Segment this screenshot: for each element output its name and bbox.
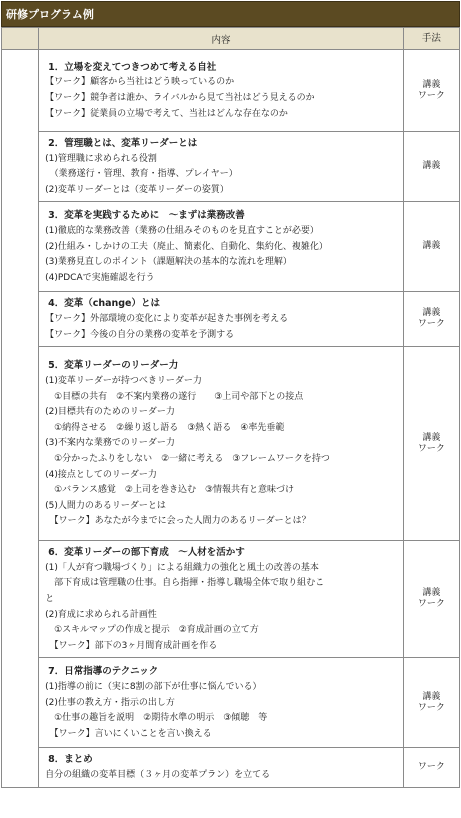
table-row — [2, 292, 460, 347]
section-line: ①納得させる ②繰り返し語る ③熱く語る ④率先垂範 — [45, 422, 285, 433]
content-cell — [39, 50, 404, 132]
section-line: ①仕事の趣旨を説明 ②期待水準の明示 ③傾聴 等 — [45, 713, 268, 724]
section-line: (4)接点としてのリーダー力 — [45, 469, 157, 480]
section-line: （業務遂行・管理、教育・指導、プレイヤー） — [45, 169, 238, 180]
section-heading: 4．変革（change）とは — [48, 298, 161, 310]
section-line: (4)PDCAで実施確認を行う — [45, 272, 155, 283]
method-cell — [403, 347, 459, 541]
method-label: ワーク — [417, 443, 445, 454]
section-line: 【ワーク】部下の3ヶ月間育成計画を作る — [45, 640, 218, 651]
content-cell — [39, 292, 404, 347]
content-cell — [39, 658, 404, 748]
section-line: ①スキルマップの作成と提示 ②育成計画の立て方 — [45, 625, 259, 636]
header-method: 手法 — [403, 28, 459, 50]
section-heading: 5．変革リーダーのリーダー力 — [48, 360, 179, 372]
program-page — [1, 1, 460, 788]
method-label: 講義 — [422, 691, 441, 702]
method-label: 講義 — [422, 241, 441, 252]
method-label: 講義 — [422, 588, 441, 599]
method-label: 講義 — [422, 79, 441, 90]
program-table — [1, 27, 460, 788]
content-cell — [39, 202, 404, 292]
section-heading: 6．変革リーダーの部下育成 ～人材を活かす — [48, 547, 245, 559]
content-cell — [39, 347, 404, 541]
left-margin-cell — [2, 50, 39, 788]
method-cell — [403, 748, 459, 787]
section-line: (2)目標共有のためのリーダー力 — [45, 407, 175, 418]
section-line: (1)「人が育つ職場づくり」による組織力の強化と風土の改善の基本 — [45, 562, 319, 573]
section-line: 自分の組織の変革目標（３ヶ月の変革プラン）を立てる — [45, 769, 271, 780]
section-line: (2)仕事の教え方・指示の出し方 — [45, 697, 175, 708]
header-blank-cell — [2, 28, 39, 50]
section-line: (2)仕組み・しかけの工夫（廃止、簡素化、自動化、集約化、複雑化） — [45, 241, 328, 252]
section-line: ①バランス感覚 ②上司を巻き込む ③情報共有と意味づけ — [45, 485, 295, 496]
section-line: (3)業務見直しのポイント（課題解決の基本的な流れを理解） — [45, 257, 292, 268]
method-label: ワーク — [417, 599, 445, 610]
method-cell — [403, 292, 459, 347]
section-line: 【ワーク】あなたが今までに会った人間力のあるリーダーとは？ — [45, 516, 311, 527]
section-heading: 3．変革を実践するために ～まずは業務改善 — [48, 210, 245, 222]
section-heading: 8．まとめ — [48, 754, 93, 766]
page-title: 研修プログラム例 — [1, 1, 460, 27]
method-label: ワーク — [417, 761, 445, 772]
section-heading: 2．管理職とは、変革リーダーとは — [48, 138, 198, 149]
header-content: 内容 — [39, 28, 404, 50]
method-label: ワーク — [417, 319, 445, 330]
section-line: と — [45, 593, 55, 604]
table-row — [2, 347, 460, 541]
method-cell — [403, 202, 459, 292]
section-line: (2)育成に求められる計画性 — [45, 609, 157, 620]
table-row — [2, 748, 460, 787]
section-line: 【ワーク】競争者は誰か、ライバルから見て当社はどう見えるのか — [45, 93, 315, 103]
section-line: 部下育成は管理職の仕事。自ら指揮・指導し職場全体で取り組むこ — [45, 578, 325, 589]
content-cell — [39, 541, 404, 658]
table-row — [2, 202, 460, 292]
section-heading: 7．日常指導のテクニック — [48, 666, 159, 678]
table-body — [2, 50, 460, 788]
table-row — [2, 658, 460, 748]
section-line: 【ワーク】今後の自分の業務の変革を予測する — [45, 329, 235, 340]
method-cell — [403, 541, 459, 658]
section-line: 【ワーク】言いにくいことを言い換える — [45, 728, 212, 739]
content-cell — [39, 748, 404, 787]
section-line: ①分かったふりをしない ②一緒に考える ③フレームワークを持つ — [45, 453, 330, 464]
section-line: 【ワーク】外部環境の変化により変革が起きた事例を考える — [45, 313, 289, 324]
method-label: 講義 — [422, 161, 441, 172]
method-cell — [403, 658, 459, 748]
section-line: (1)徹底的な業務改善（業務の仕組みそのものを見直すことが必要） — [45, 225, 319, 236]
section-line: (1)変革リーダーが持つべきリーダー力 — [45, 375, 202, 386]
method-cell — [403, 132, 459, 202]
table-row — [2, 541, 460, 658]
section-line: (1)指導の前に（実に8割の部下が仕事に悩んでいる） — [45, 681, 262, 692]
table-row — [2, 132, 460, 202]
section-line: (1)管理職に求められる役割 — [45, 153, 157, 164]
section-line: (2)変革リーダーとは（変革リーダーの姿質） — [45, 184, 229, 195]
section-line: ①目標の共有 ②不案内業務の遂行 ③上司や部下との接点 — [45, 391, 304, 402]
section-line: (3)不案内な業務でのリーダー力 — [45, 438, 175, 449]
section-line: 【ワーク】従業員の立場で考えて、当社はどんな存在なのか — [45, 108, 288, 119]
table-header-row — [2, 28, 460, 50]
content-cell — [39, 132, 404, 202]
method-label: 講義 — [422, 308, 441, 319]
section-line: (5)人間力のあるリーダーとは — [45, 500, 166, 511]
method-cell — [403, 50, 459, 132]
table-row — [2, 50, 460, 132]
section-heading: 1．立場を変えてつきつめて考える自社 — [48, 61, 217, 73]
section-line: 【ワーク】顧客から当社はどう映っているのか — [45, 77, 235, 88]
method-label: ワーク — [417, 702, 445, 713]
method-label: 講義 — [422, 432, 441, 443]
method-label: ワーク — [417, 90, 445, 101]
